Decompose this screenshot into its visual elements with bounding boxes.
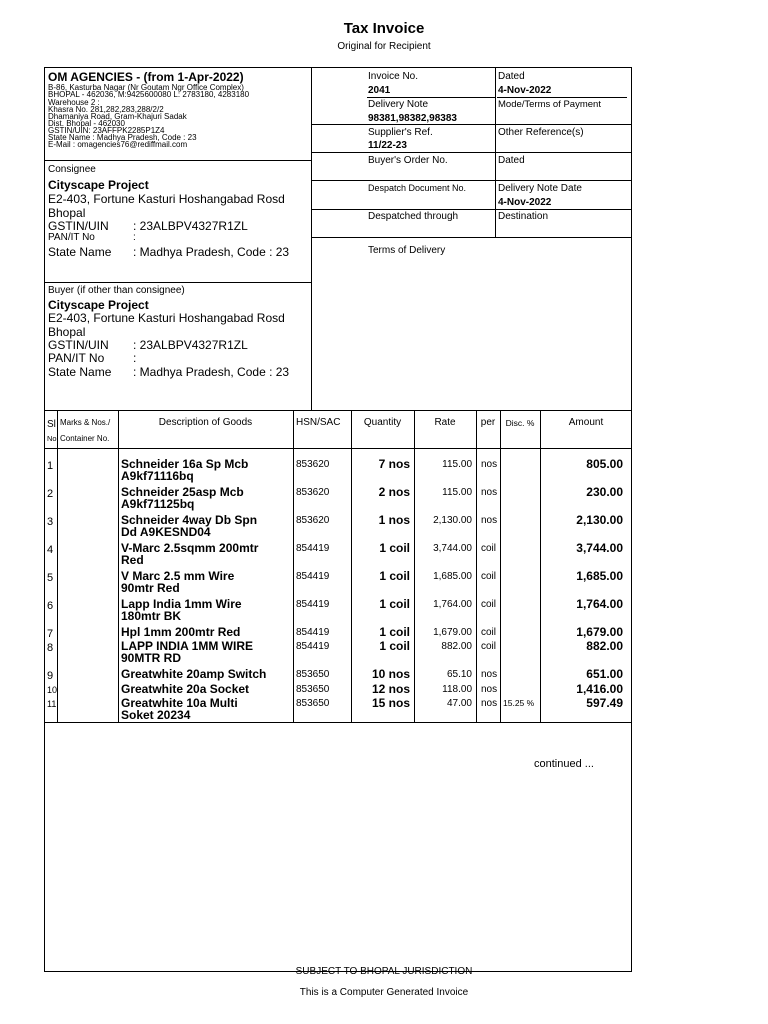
row-per: nos (481, 669, 498, 680)
row-amount: 882.00 (586, 639, 623, 653)
despatch-doc-label: Despatch Document No. (368, 183, 467, 193)
buyer-gstin-label: GSTIN/UIN (48, 338, 109, 352)
consignee-state-label: State Name (48, 245, 112, 259)
buyer-name: Cityscape Project (48, 298, 149, 312)
row-sl: 5 (47, 572, 54, 584)
supplier-ref: 11/22-23 (368, 140, 407, 151)
consignee-address: E2-403, Fortune Kasturi Hoshangabad Rosd (48, 192, 285, 206)
other-ref-label: Other Reference(s) (498, 127, 584, 138)
buyer-heading: Buyer (if other than consignee) (48, 285, 185, 296)
row-rate: 115.00 (442, 459, 472, 470)
row-rate: 3,744.00 (433, 543, 472, 554)
row-rate: 47.00 (446, 698, 472, 709)
row-quantity: 1 coil (379, 541, 410, 555)
delivery-note-date-label: Delivery Note Date (498, 183, 582, 194)
row-hsn: 853620 (296, 487, 330, 498)
row-rate: 882.00 (441, 641, 472, 652)
row-per: nos (481, 698, 498, 709)
document-subtitle: Original for Recipient (337, 41, 431, 52)
col-line-rate (476, 410, 477, 722)
row-amount: 230.00 (586, 485, 623, 499)
seller-state: State Name : Madhya Pradesh, Code : 23 (48, 133, 197, 142)
header-quantity: Quantity (363, 417, 402, 428)
dated-label: Dated (498, 71, 525, 82)
header-marks: Marks & Nos./ (60, 418, 111, 427)
row-amount: 1,764.00 (576, 597, 623, 611)
row-description-line2: A9kf71125bq (121, 497, 195, 511)
row-disc: 15.25 % (503, 698, 535, 708)
buyer-address: E2-403, Fortune Kasturi Hoshangabad Rosd (48, 311, 285, 325)
row-quantity: 1 coil (379, 625, 410, 639)
supplier-ref-label: Supplier's Ref. (368, 127, 433, 138)
buyer-order-dated-label: Dated (498, 155, 525, 166)
row-amount: 597.49 (586, 696, 623, 710)
row-description: LAPP INDIA 1MM WIRE (121, 639, 254, 653)
row-hsn: 853650 (296, 684, 330, 695)
row-per: coil (481, 627, 497, 638)
dated-value: 4-Nov-2022 (498, 85, 552, 96)
table-top-line (44, 410, 632, 411)
meta-row-line-4 (311, 209, 632, 210)
row-hsn: 854419 (296, 543, 330, 554)
row-hsn: 854419 (296, 571, 330, 582)
row-description-line2: Red (121, 553, 144, 567)
row-sl: 8 (47, 642, 54, 654)
buyer-city: Bhopal (48, 325, 86, 339)
row-quantity: 2 nos (378, 485, 410, 499)
row-description: V Marc 2.5 mm Wire (121, 569, 235, 583)
row-per: nos (481, 459, 498, 470)
row-hsn: 854419 (296, 627, 330, 638)
delivery-note: 98381,98382,98383 (368, 113, 457, 124)
header-hsn: HSN/SAC (296, 417, 341, 428)
seller-address-line: B-86, Kasturba Nagar (Nr Goutam Ngr Office Complex) (48, 83, 244, 92)
header-disc: Disc. % (505, 418, 535, 428)
col-line-marks (118, 410, 119, 722)
consignee-name: Cityscape Project (48, 178, 149, 192)
buyer-pan-label: PAN/IT No (48, 351, 105, 365)
row-amount: 2,130.00 (576, 513, 623, 527)
consignee-pan-label: PAN/IT No (48, 232, 95, 243)
terms-of-delivery-label: Terms of Delivery (368, 245, 446, 256)
seller-gstin: GSTIN/UIN: 23AFFPK2285P1Z4 (48, 126, 165, 135)
row-description-line2: A9kf71116bq (121, 469, 194, 483)
seller-address-line: Dhamaniya Road, Gram-Khajuri Sadak (48, 112, 187, 121)
buyer-state-label: State Name (48, 365, 112, 379)
row-hsn: 853620 (296, 459, 330, 470)
row-rate: 65.10 (446, 669, 472, 680)
row-sl: 3 (47, 516, 54, 528)
header-rate: Rate (434, 417, 456, 428)
row-rate: 115.00 (442, 487, 472, 498)
row-rate: 2,130.00 (433, 515, 472, 526)
despatched-through-label: Despatched through (368, 211, 459, 222)
row-hsn: 853650 (296, 698, 330, 709)
row-amount: 1,679.00 (576, 625, 623, 639)
invoice-no-label: Invoice No. (368, 71, 419, 82)
mode-terms-label: Mode/Terms of Payment (498, 99, 601, 110)
consignee-pan: : (133, 232, 136, 243)
row-quantity: 7 nos (378, 457, 410, 471)
row-quantity: 12 nos (371, 682, 410, 696)
row-rate: 1,764.00 (433, 599, 472, 610)
destination-label: Destination (498, 211, 549, 222)
row-quantity: 1 coil (379, 569, 410, 583)
row-per: nos (481, 487, 498, 498)
row-amount: 1,416.00 (576, 682, 623, 696)
row-description: Greatwhite 10a Multi (121, 696, 238, 710)
seller-email: E-Mail : omagencies76@rediffmail.com (48, 140, 188, 149)
col-line-per (500, 410, 501, 722)
document-title: Tax Invoice (343, 20, 425, 37)
col-line-desc (293, 410, 294, 722)
row-sl: 1 (47, 460, 54, 472)
buyer-pan: : (133, 351, 137, 365)
row-description-line2: Dd A9KESND04 (121, 525, 211, 539)
row-description: Greatwhite 20a Socket (121, 682, 250, 696)
computer-generated-note: This is a Computer Generated Invoice (299, 987, 469, 998)
row-per: coil (481, 543, 497, 554)
row-sl: 7 (47, 628, 54, 640)
row-per: nos (481, 684, 498, 695)
continued-note: continued ... (534, 758, 594, 770)
row-amount: 651.00 (586, 667, 623, 681)
header-description: Description of Goods (158, 417, 253, 428)
delivery-note-label: Delivery Note (368, 99, 429, 110)
buyer-gstin: : 23ALBPV4327R1ZL (133, 338, 248, 352)
row-description: Greatwhite 20amp Switch (121, 667, 267, 681)
jurisdiction-note: SUBJECT TO BHOPAL JURISDICTION (295, 966, 473, 977)
seller-address-line: Warehouse 2 : (48, 98, 100, 107)
header-container: Container No. (60, 434, 110, 443)
row-amount: 805.00 (586, 457, 623, 471)
row-amount: 1,685.00 (576, 569, 623, 583)
seller-address-line: Dist. Bhopal - 462030 (48, 119, 125, 128)
header-sl: Sl (47, 419, 56, 430)
row-per: coil (481, 599, 497, 610)
row-rate: 1,679.00 (433, 627, 472, 638)
row-sl: 9 (47, 670, 54, 682)
row-hsn: 853650 (296, 669, 330, 680)
meta-row-line-5 (311, 237, 632, 238)
consignee-gstin: : 23ALBPV4327R1ZL (133, 219, 248, 233)
row-quantity: 10 nos (371, 667, 410, 681)
row-hsn: 854419 (296, 599, 330, 610)
row-per: coil (481, 641, 497, 652)
seller-address-line: Khasra No. 281,282,283,288/2/2 (48, 105, 164, 114)
row-sl: 2 (47, 488, 54, 500)
row-description: V-Marc 2.5sqmm 200mtr (121, 541, 259, 555)
row-description: Schneider 4way Db Spn (121, 513, 258, 527)
consignee-buyer-divider (44, 282, 311, 283)
consignee-city: Bhopal (48, 206, 86, 220)
buyer-state: : Madhya Pradesh, Code : 23 (133, 365, 290, 379)
meta-row-line-3 (311, 180, 632, 181)
row-sl: 6 (47, 600, 54, 612)
row-per: coil (481, 571, 497, 582)
header-per: per (480, 417, 496, 428)
header-divider-vertical (311, 67, 312, 410)
row-rate: 118.00 (442, 684, 472, 695)
dated-underline (497, 97, 627, 98)
buyer-order-label: Buyer's Order No. (368, 155, 448, 166)
row-hsn: 853620 (296, 515, 330, 526)
table-bottom-line (44, 722, 632, 723)
meta-row-line-1 (311, 124, 632, 125)
consignee-gstin-label: GSTIN/UIN (48, 219, 109, 233)
row-description-line2: Soket 20234 (121, 708, 191, 722)
seller-address-line: BHOPAL - 462036, M:9425600080 L: 2783180, 4283180 (48, 90, 250, 99)
row-rate: 1,685.00 (433, 571, 472, 582)
row-amount: 3,744.00 (576, 541, 623, 555)
row-hsn: 854419 (296, 641, 330, 652)
invoice-no-underline (367, 97, 495, 98)
seller-name: OM AGENCIES - (from 1-Apr-2022) (48, 70, 244, 84)
row-quantity: 1 coil (379, 597, 410, 611)
consignee-state: : Madhya Pradesh, Code : 23 (133, 245, 290, 259)
row-sl: 10 (47, 685, 58, 695)
delivery-note-date: 4-Nov-2022 (498, 197, 552, 208)
seller-consignee-divider (44, 160, 311, 161)
header-amount: Amount (568, 417, 604, 428)
row-description-line2: 90mtr Red (121, 581, 180, 595)
meta-row-line-2 (311, 152, 632, 153)
row-quantity: 15 nos (371, 696, 410, 710)
table-header-bottom-line (44, 448, 632, 449)
invoice-no: 2041 (368, 85, 391, 96)
consignee-heading: Consignee (48, 164, 96, 175)
row-description: Hpl 1mm 200mtr Red (121, 625, 241, 639)
row-description: Schneider 25asp Mcb (121, 485, 244, 499)
row-quantity: 1 coil (379, 639, 410, 653)
row-sl: 4 (47, 544, 54, 556)
row-description: Lapp India 1mm Wire (121, 597, 242, 611)
row-description-line2: 180mtr BK (121, 609, 182, 623)
header-sl-no: No. (47, 434, 59, 443)
col-line-sl (57, 410, 58, 722)
row-description: Schneider 16a Sp Mcb (121, 457, 249, 471)
row-per: nos (481, 515, 498, 526)
row-sl: 11 (47, 699, 57, 709)
row-description-line2: 90MTR RD (121, 651, 182, 665)
row-quantity: 1 nos (378, 513, 410, 527)
